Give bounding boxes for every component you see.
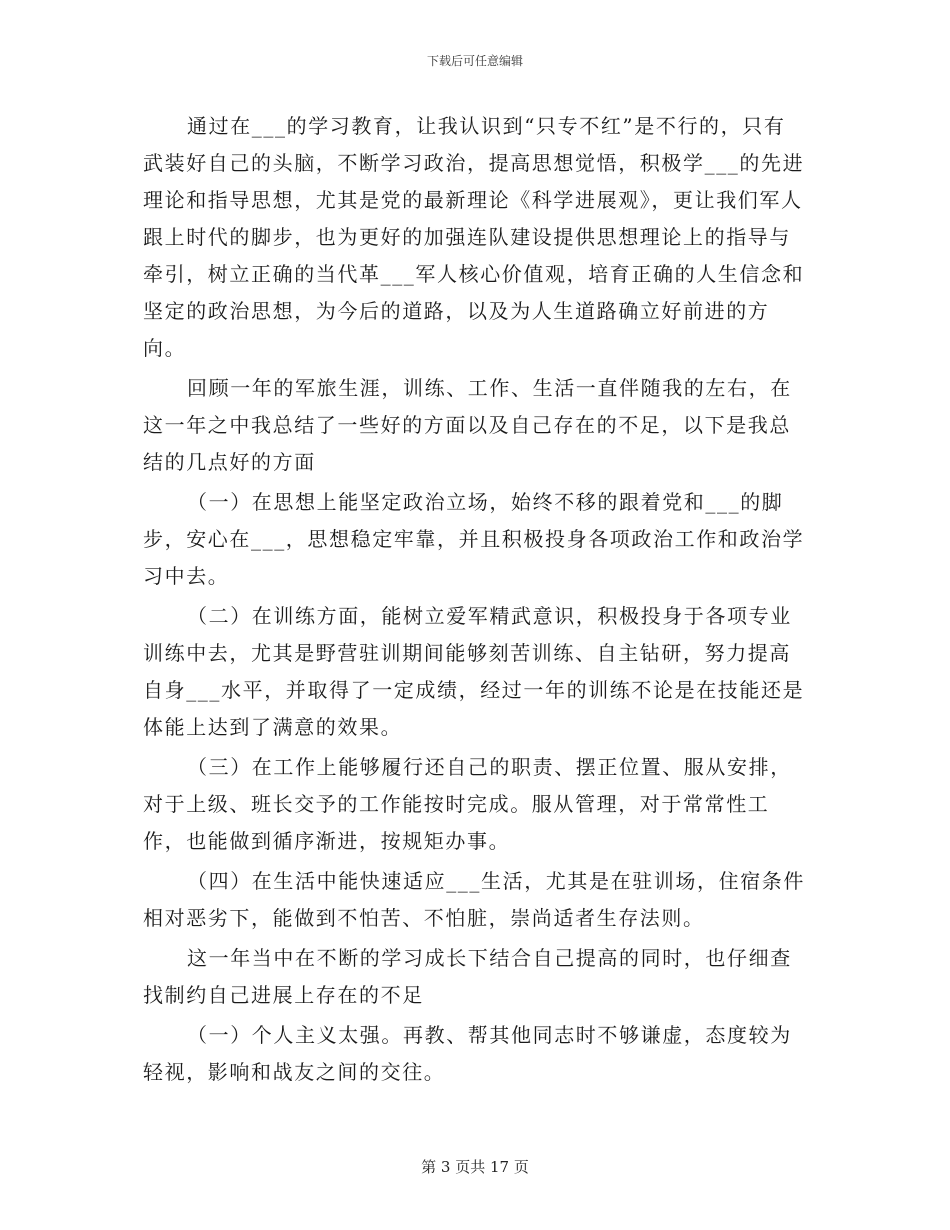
paragraph-shortcoming-1: （一）个人主义太强。再教、帮其他同志时不够谦虚，态度较为轻视，影响和战友之间的交往。 (143, 1023, 792, 1084)
document-body (143, 108, 807, 1094)
paragraph-shortcomings-intro: 这一年当中在不断的学习成长下结合自己提高的同时，也仔细查找制约自己进展上存在的不足 (143, 946, 792, 1007)
paragraph-strength-3: （三）在工作上能够履行还自己的职责、摆正位置、服从安排，对于上级、班长交予的工作能按时完成。服从管理，对于常常性工作，也能做到循序渐进，按规矩办事。 (143, 755, 792, 853)
paragraph-strength-2: （二）在训练方面，能树立爱军精武意识，积极投身于各项专业训练中去，尤其是野营驻训期间能够刻苦训练、自主钻研，努力提高自身___水平，并取得了一定成绩，经过一年的训练不论是在技能还是体能上达到了满意的效果。 (143, 604, 805, 739)
paragraph-review: 回顾一年的军旅生涯，训练、工作、生活一直伴随我的左右，在这一年之中我总结了一些好的方面以及自己存在的不足，以下是我总结的几点好的方面 (143, 376, 792, 474)
paragraph-strength-1: （一）在思想上能坚定政治立场，始终不移的跟着党和___的脚步，安心在___，思想稳定牢靠，并且积极投身各项政治工作和政治学习中去。 (143, 490, 805, 588)
page-header: 下载后可任意编辑 (426, 54, 523, 68)
paragraph-study: 通过在___的学习教育，让我认识到“只专不红”是不行的，只有武装好自己的头脑，不断学习政治，提高思想觉悟，积极学___的先进理论和指导思想，尤其是党的最新理论《科学进展观》，更让我们军人跟上时代的脚步，也为更好的加强连队建设提供思想理论上的指导与牵引，树立正确的当代革___军人核心价值观，培育正确的人生信念和坚定的政治思想，为今后的道路，以及为人生道路确立好前进的方向。 (143, 114, 805, 360)
page-number: 第 3 页共 17 页 (421, 1158, 529, 1176)
paragraph-strength-4: （四）在生活中能快速适应___生活，尤其是在驻训场，住宿条件相对恶劣下，能做到不怕苦、不怕脏，崇尚适者生存法则。 (143, 869, 805, 930)
